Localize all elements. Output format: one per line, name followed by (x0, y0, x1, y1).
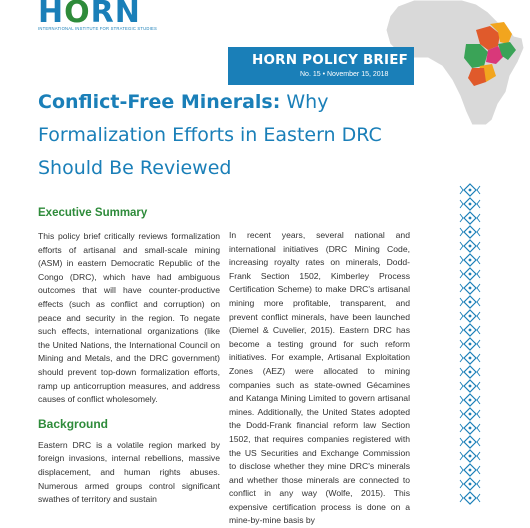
band-chevron (460, 326, 463, 334)
band-chevron (477, 382, 480, 390)
logo-letter: R (90, 0, 115, 30)
band-chevron (460, 354, 463, 362)
band-chevron (477, 298, 480, 306)
band-dot (469, 469, 472, 472)
band-chevron (460, 368, 463, 376)
band-chevron (477, 354, 480, 362)
band-motifs (460, 184, 480, 504)
band-chevron (460, 452, 463, 460)
decorative-pattern-band (459, 180, 481, 500)
band-dot (469, 497, 472, 500)
band-chevron (460, 200, 463, 208)
band-chevron (477, 410, 480, 418)
title-line3: Should Be Reviewed (38, 157, 232, 179)
band-chevron (477, 242, 480, 250)
band-chevron (477, 438, 480, 446)
band-dot (469, 329, 472, 332)
logo-subtitle: INTERNATIONAL INSTITUTE FOR STRATEGIC STUDIES (38, 26, 157, 31)
logo-letter: H (38, 0, 65, 30)
band-chevron (460, 438, 463, 446)
band-dot (469, 259, 472, 262)
band-dot (469, 399, 472, 402)
title-line1-rest: Why (280, 91, 329, 113)
band-chevron (477, 270, 480, 278)
band-dot (469, 189, 472, 192)
banner-issue-date: No. 15 • November 15, 2018 (300, 71, 389, 78)
background-heading: Background (38, 416, 109, 431)
band-chevron (460, 186, 463, 194)
logo-letter: O (64, 0, 91, 30)
band-chevron (460, 382, 463, 390)
band-dot (469, 245, 472, 248)
band-dot (469, 231, 472, 234)
band-chevron (460, 214, 463, 222)
band-chevron (477, 256, 480, 264)
band-dot (469, 203, 472, 206)
band-chevron (477, 424, 480, 432)
band-chevron (460, 480, 463, 488)
band-dot (469, 441, 472, 444)
band-chevron (477, 340, 480, 348)
band-dot (469, 343, 472, 346)
band-chevron (460, 396, 463, 404)
band-chevron (477, 214, 480, 222)
band-chevron (460, 424, 463, 432)
band-dot (469, 217, 472, 220)
right-column (229, 229, 410, 528)
band-chevron (460, 494, 463, 502)
band-chevron (477, 466, 480, 474)
logo-letter: N (114, 0, 141, 30)
band-dot (469, 301, 472, 304)
band-chevron (477, 326, 480, 334)
left-column (38, 205, 220, 507)
band-dot (469, 287, 472, 290)
band-chevron (460, 298, 463, 306)
band-dot (469, 371, 472, 374)
band-chevron (477, 228, 480, 236)
background-text: Eastern DRC is a volatile region marked by foreign invasions, internal rebellions, massive displacement, and human rights abuses. Numerous armed groups control significant swathes of territory and sustain (38, 439, 220, 505)
executive-summary-text: This policy brief critically reviews formalization efforts of artisanal and small-scale mining (ASM) in eastern Democratic Republic of the Congo (DRC), which have had ambiguous outcomes that will have counter-productive effects (such as conflict and corruption) on peace and security in the region. To negate such effects, international organizations (like the United Nations, the International Council on Mining and Metals, and the DRC government) should prevent top-down formalization efforts, ramp up anticorruption measures, and address causes of conflict wholesomely. (38, 231, 220, 405)
band-dot (469, 413, 472, 416)
band-dot (469, 357, 472, 360)
executive-summary-heading: Executive Summary (38, 207, 148, 219)
band-chevron (477, 396, 480, 404)
band-dot (469, 273, 472, 276)
band-chevron (460, 284, 463, 292)
band-chevron (460, 466, 463, 474)
document-title (38, 86, 398, 185)
band-chevron (477, 186, 480, 194)
band-chevron (477, 284, 480, 292)
title-line2: Formalization Efforts in Eastern DRC (38, 124, 382, 146)
banner-title: HORN POLICY BRIEF (252, 52, 409, 68)
band-chevron (460, 270, 463, 278)
band-chevron (477, 494, 480, 502)
right-column-text: In recent years, several national and international initiatives (DRC Mining Code, increasing royalty rates on minerals, Dodd-Frank Section 1502, Kimberley Process Certification Scheme) to make DRC's artisanal mining more profitable, transparent, and prevent conflict minerals, have been launched (Diemel & Cuvelier, 2015). Eastern DRC has become a testing ground for such reform initiatives. For example, Artisanal Exploitation Zones (AEZ) were allocated to mining companies such as state-owned Gécamines and Katanga Mining Limited to govern artisanal mines. Additionally, the United States adopted the Dodd-Frank financial reform law Section 1502, that requires companies registered with the US Securities and Exchange Commission to disclose whether they mine DRC's minerals and whether those minerals are connected to conflict in any way (Wolfe, 2015). This expensive certification process is done on a mine-by-mine basis by (229, 230, 410, 526)
band-chevron (460, 242, 463, 250)
band-chevron (477, 368, 480, 376)
band-chevron (460, 228, 463, 236)
band-dot (469, 315, 472, 318)
band-chevron (460, 256, 463, 264)
band-chevron (460, 312, 463, 320)
band-chevron (477, 452, 480, 460)
policy-brief-banner (228, 47, 414, 85)
band-dot (469, 385, 472, 388)
band-chevron (477, 312, 480, 320)
band-chevron (460, 410, 463, 418)
title-emphasis: Conflict-Free Minerals: (38, 91, 281, 113)
band-chevron (477, 480, 480, 488)
band-dot (469, 483, 472, 486)
band-dot (469, 427, 472, 430)
band-chevron (460, 340, 463, 348)
band-dot (469, 455, 472, 458)
band-chevron (477, 200, 480, 208)
horn-logo (38, 0, 157, 36)
